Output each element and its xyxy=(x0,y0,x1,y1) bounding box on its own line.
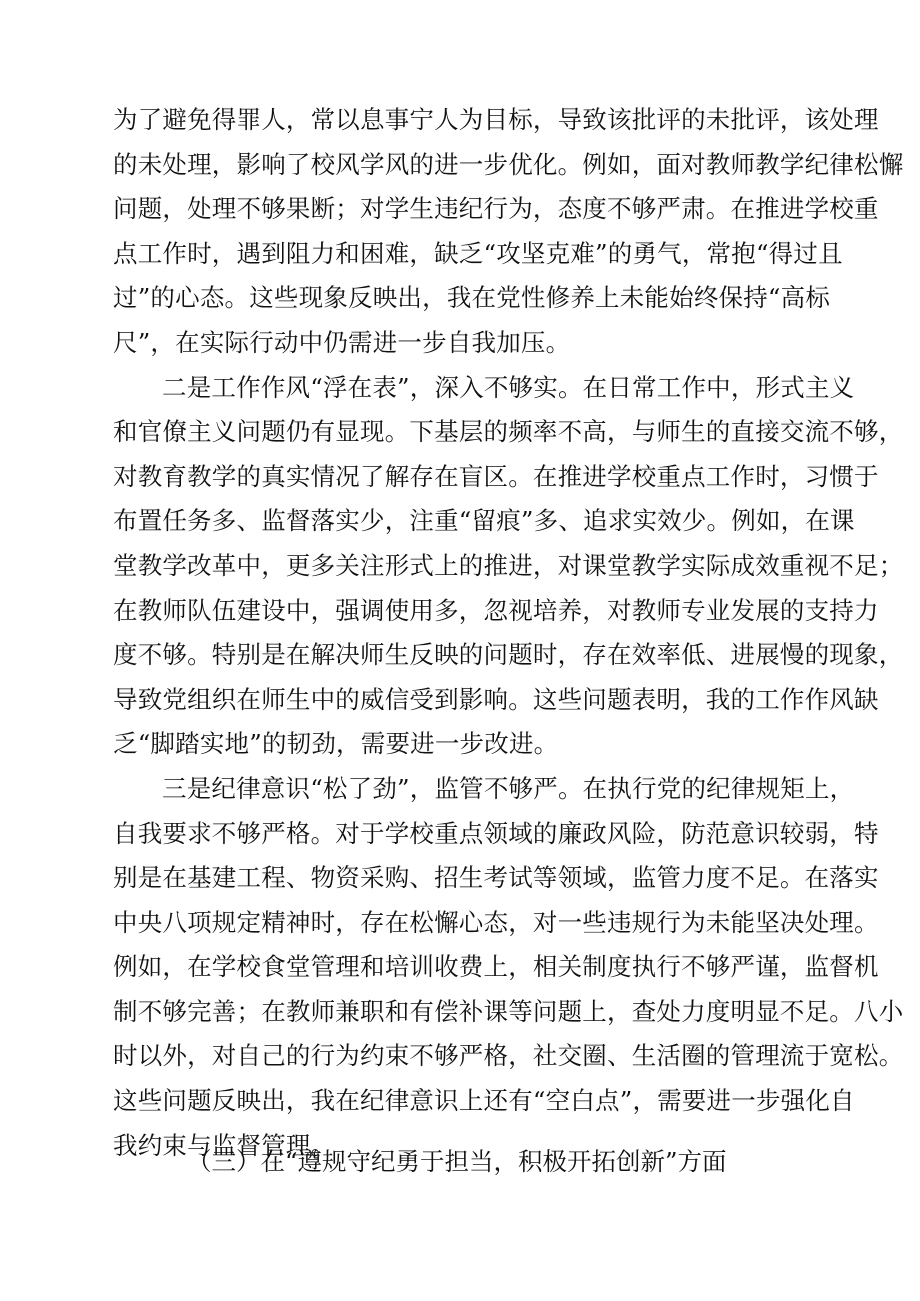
text-line: 时以外，对自己的行为约束不够严格，社交圈、生活圈的管理流于宽松。 xyxy=(113,1041,904,1071)
body-text xyxy=(113,98,904,1168)
paragraph-start-line: 三是纪律意识“松了劲”，监管不够严。在执行党的纪律规矩上， xyxy=(162,773,855,803)
text-line: 问题，处理不够果断；对学生违纪行为，态度不够严肃。在推进学校重 xyxy=(113,194,879,224)
section-heading: （三）在“遵规守纪勇于担当，积极开拓创新”方面 xyxy=(187,1147,727,1176)
text-line: 在教师队伍建设中，强调使用多，忽视培养，对教师专业发展的支持力 xyxy=(113,595,879,625)
text-line: 乏“脚踏实地”的韧劲，需要进一步改进。 xyxy=(113,729,559,759)
paragraph-start-line: 二是工作作风“浮在表”，深入不够实。在日常工作中，形式主义 xyxy=(162,372,855,402)
text-line: 对教育教学的真实情况了解存在盲区。在推进学校重点工作时，习惯于 xyxy=(113,461,879,491)
text-line: 为了避免得罪人，常以息事宁人为目标，导致该批评的未批评，该处理 xyxy=(113,105,879,134)
text-line: 导致党组织在师生中的威信受到影响。这些问题表明，我的工作作风缺 xyxy=(113,684,879,714)
text-line: 中央八项规定精神时，存在松懈心态，对一些违规行为未能坚决处理。 xyxy=(113,907,879,937)
text-line: 和官僚主义问题仍有显现。下基层的频率不高，与师生的直接交流不够， xyxy=(113,417,904,447)
text-line: 度不够。特别是在解决师生反映的问题时，存在效率低、进展慢的现象， xyxy=(113,640,904,670)
text-line: 堂教学改革中，更多关注形式上的推进，对课堂教学实际成效重视不足； xyxy=(113,550,904,580)
text-line: 尺”，在实际行动中仍需进一步自我加压。 xyxy=(113,327,571,357)
text-line: 过”的心态。这些现象反映出，我在党性修养上未能始终保持“高标 xyxy=(113,283,831,313)
text-line: 别是在基建工程、物资采购、招生考试等领域，监管力度不足。在落实 xyxy=(113,863,879,893)
text-line: 点工作时，遇到阻力和困难，缺乏“攻坚克难”的勇气，常抱“得过且 xyxy=(113,238,843,268)
text-line: 制不够完善；在教师兼职和有偿补课等问题上，查处力度明显不足。八小 xyxy=(113,996,904,1026)
text-line: 布置任务多、监督落实少，注重“留痕”多、追求实效少。例如，在课 xyxy=(113,506,855,536)
text-line: 例如，在学校食堂管理和培训收费上，相关制度执行不够严谨，监督机 xyxy=(113,952,879,982)
text-line: 我约束与监督管理。 xyxy=(113,1130,336,1160)
text-line: 的未处理，影响了校风学风的进一步优化。例如，面对教师教学纪律松懈 xyxy=(113,149,904,179)
text-line: 自我要求不够严格。对于学校重点领域的廉政风险，防范意识较弱，特 xyxy=(113,818,879,848)
text-line: 这些问题反映出，我在纪律意识上还有“空白点”，需要进一步强化自 xyxy=(113,1086,855,1116)
